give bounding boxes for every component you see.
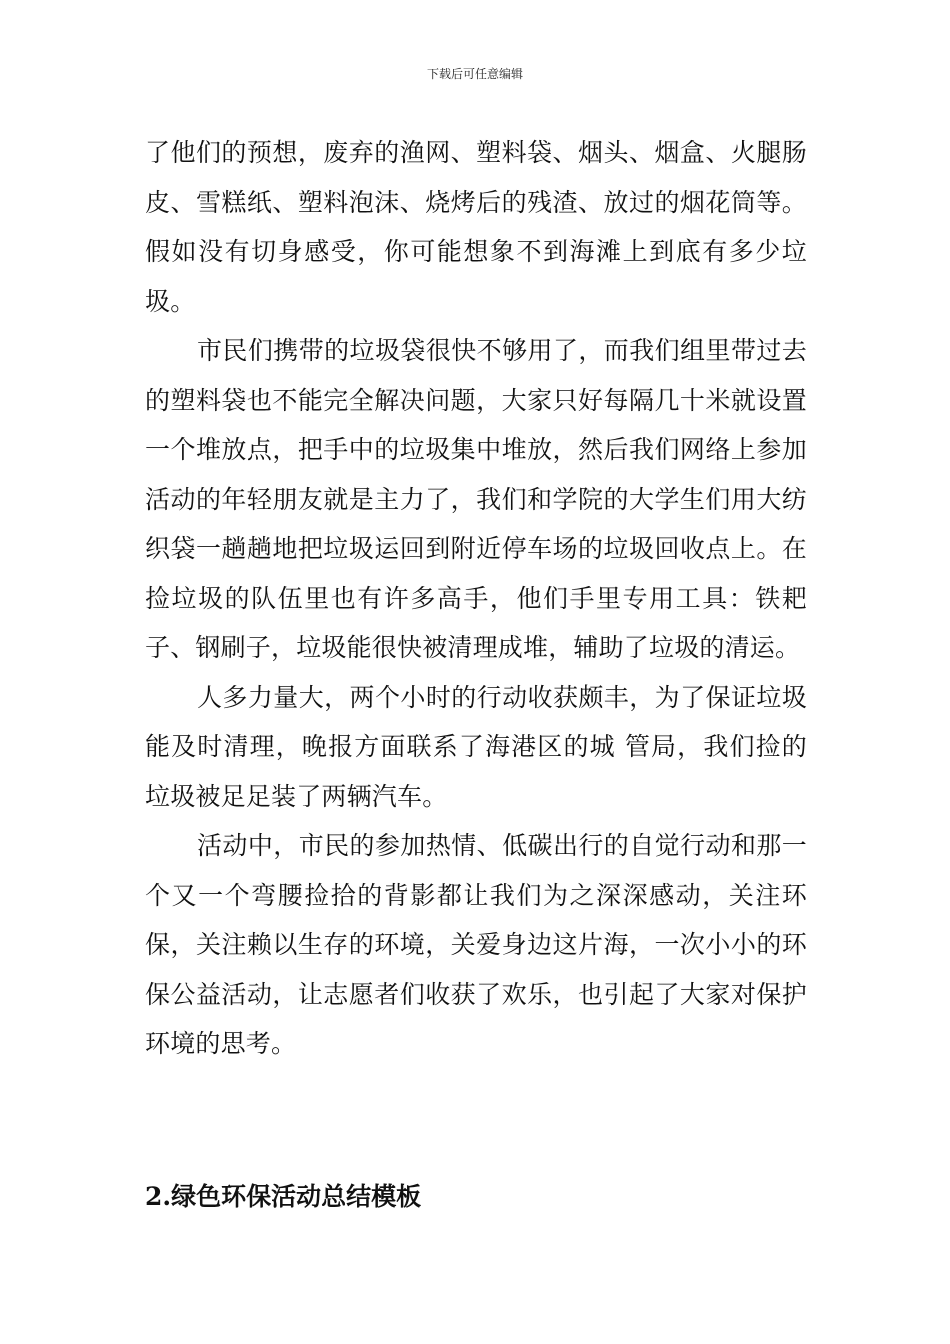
paragraph-2: 市民们携带的垃圾袋很快不够用了，而我们组里带过去的塑料袋也不能完全解决问题，大家只好每隔几十米就设置一个堆放点，把手中的垃圾集中堆放，然后我们网络上参加活动的年轻朋友就是主力了，我们和学院的大学生们用大纺织袋一趟趟地把垃圾运回到附近停车场的垃圾回收点上。在捡垃圾的队伍里也有许多高手，他们手里专用工具：铁耙子、钢刷子，垃圾能很快被清理成堆，辅助了垃圾的清运。 xyxy=(145,336,807,662)
paragraph-1: 了他们的预想，废弃的渔网、塑料袋、烟头、烟盒、火腿肠皮、雪糕纸、塑料泡沫、烧烤后的残渣、放过的烟花筒等。假如没有切身感受，你可能想象不到海滩上到底有多少垃圾。 xyxy=(145,138,807,316)
document-body xyxy=(145,128,807,1069)
section-heading: 2.绿色环保活动总结模板 xyxy=(145,1182,422,1211)
paragraph-4: 活动中，市民的参加热情、低碳出行的自觉行动和那一个又一个弯腰捡拾的背影都让我们为之深深感动，关注环保，关注赖以生存的环境，关爱身边这片海，一次小小的环保公益活动，让志愿者们收获了欢乐，也引起了大家对保护环境的思考。 xyxy=(145,831,807,1058)
paragraph-3: 人多力量大，两个小时的行动收获颇丰，为了保证垃圾能及时清理，晚报方面联系了海港区的城 管局，我们捡的垃圾被足足装了两辆汽车。 xyxy=(145,682,807,811)
page-header: 下载后可任意编辑 xyxy=(426,67,523,81)
